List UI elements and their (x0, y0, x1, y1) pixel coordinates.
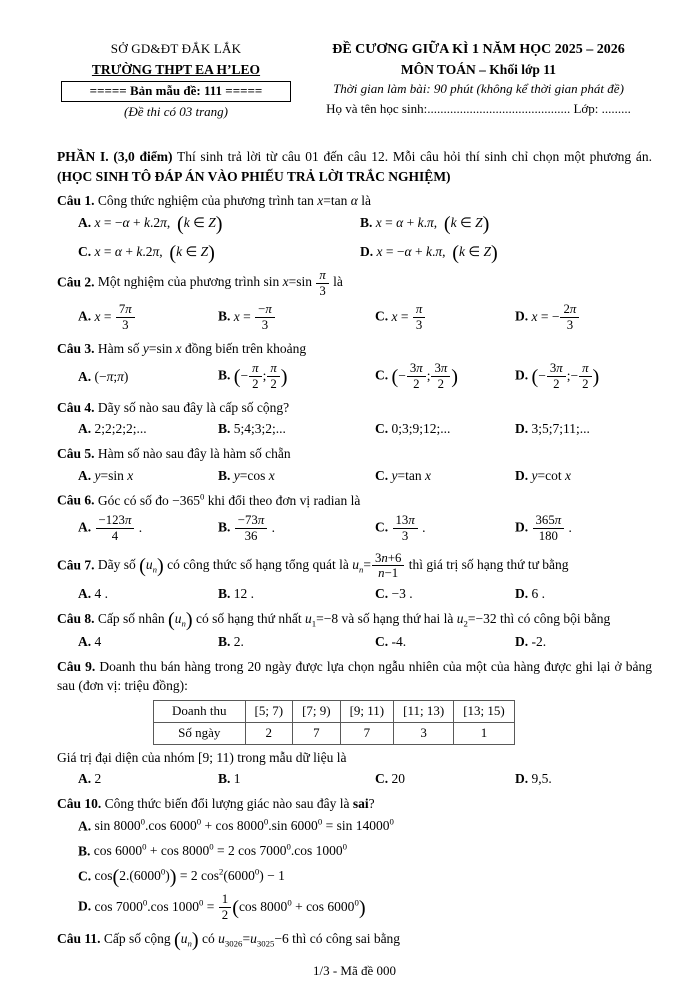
question-3-label: Câu 3. (57, 340, 95, 356)
question-8-text: Cấp số nhân $(u_n)$ có số hạng thứ nhất $u_1=-8$ và số hạng thứ hai là $u_2=-32$ thì có công bội bằng (97, 608, 611, 631)
option-2-b: B. x = $\frac{-\pi}{3}$ (218, 301, 375, 334)
table-row (154, 700, 515, 722)
time-note: Thời gian làm bài: 90 phút (không kể thời gian phát đề) (333, 80, 624, 96)
option-4-a: A. 2;2;2;2;... (78, 421, 147, 437)
question-2 (57, 267, 652, 334)
pages-note: (Đề thi có 03 trang) (124, 104, 228, 120)
question-8-options (78, 632, 652, 652)
question-1 (57, 191, 652, 262)
part1-label: PHẦN I. (3,0 điểm) (57, 149, 173, 165)
option-8-a: A. 4 (78, 634, 102, 650)
header-right-block (295, 40, 652, 119)
question-1-stem (57, 191, 652, 211)
question-10-label: Câu 10. (57, 795, 102, 811)
option-1-b: B. x = α + k.π, (k ∈ Z) (360, 212, 490, 235)
question-5-text: Hàm số nào sau đây là hàm số chẵn (97, 446, 291, 461)
option-7-b: B. 12 . (218, 586, 255, 602)
question-10-stem (57, 794, 652, 814)
table-cell: 1 (454, 722, 515, 744)
option-3-a: A. (−π;π) (78, 368, 129, 384)
table-cell: 3 (394, 722, 454, 744)
question-5-label: Câu 5. (57, 446, 95, 461)
option-9-a: A. 2 (78, 771, 102, 787)
table-cell: Số ngày (154, 722, 246, 744)
question-7-stem (57, 550, 652, 583)
option-10-d: D. cos 7000$^0$.cos $1000^0$ = $\frac{1}{2}$ (cos $8000^0 + \cos 6000^0$) (78, 892, 366, 922)
exam-title: ĐỀ CƯƠNG GIỮA KÌ 1 NĂM HỌC 2025 – 2026 (332, 42, 625, 57)
option-8-b: B. 2. (218, 634, 244, 650)
option-10-b: B. $\cos 6000^0 + \cos 8000^0 = 2$ cos 7000$^0$.cos 1000$^0$ (78, 841, 348, 859)
school-name: TRƯỜNG THPT EA H’LEO (91, 61, 261, 77)
option-6-d: D. $\frac{365\pi}{180}$ . (515, 513, 572, 543)
question-2-options (78, 301, 652, 334)
table-cell: Doanh thu (154, 700, 246, 722)
question-11-label: Câu 11. (57, 930, 101, 946)
option-3-c: C. (− $\frac{3\pi}{2}$ ; $\frac{3\pi}{2}$ ) (375, 361, 459, 392)
option-8-d: D. -2. (515, 634, 547, 650)
option-2-d: D. x = − $\frac{2\pi}{3}$ (515, 301, 652, 334)
table-cell: [11; 13) (394, 700, 454, 722)
question-9-stem (57, 657, 652, 696)
question-10-options (78, 816, 652, 924)
question-5-options (78, 466, 652, 486)
question-7-text: Dãy số $(u_n)$ có công thức số hạng tổng quát là $u_n=$ $\frac{3n+6}{n-1}$ thì giá trị số hạng thứ tư bằng (97, 550, 569, 581)
question-3-options (78, 360, 652, 393)
question-9-options (78, 769, 652, 789)
question-6-stem (57, 490, 652, 510)
question-10-text: Công thức biến đổi lượng giác nào sau đây là sai? (104, 795, 375, 811)
question-6-options (78, 512, 652, 545)
question-8-label: Câu 8. (57, 610, 95, 626)
option-4-d: D. 3;5;7;11;... (515, 421, 590, 437)
option-10-c: C. $\cos(2.(6000^0)) = 2$ $\cos^2(6000^0) - 1$ (78, 865, 285, 888)
question-6-text: Góc có số đo $-365^0$ khi đổi theo đơn vị radian là (97, 491, 361, 508)
question-4 (57, 398, 652, 439)
question-1-text: Công thức nghiệm của phương trình tan x=tan α là (97, 193, 371, 209)
question-2-label: Câu 2. (57, 274, 95, 290)
question-1-options (78, 213, 652, 262)
option-6-b: B. $\frac{-73\pi}{36}$ . (218, 513, 275, 543)
question-11-stem (57, 929, 652, 950)
option-1-a: A. x = −α + k.2π, (k ∈ Z) (78, 212, 223, 235)
question-1-label: Câu 1. (57, 193, 95, 209)
option-6-a: A. $\frac{-123\pi}{4}$ . (78, 513, 143, 543)
part1-instructions: Thí sinh trả lời từ câu 01 đến câu 12. Mỗi câu hỏi thí sinh chỉ chọn một phương án. (176, 149, 652, 165)
option-5-d: D. y=cot x (515, 467, 571, 483)
option-3-b: B. (− $\frac{\pi}{2}$ ; $\frac{\pi}{2}$ ) (218, 361, 288, 392)
question-3-stem (57, 339, 652, 359)
option-8-c: C. -4. (375, 634, 407, 650)
question-8 (57, 609, 652, 652)
question-4-label: Câu 4. (57, 399, 95, 415)
option-7-c: C. −3 . (375, 586, 413, 602)
option-5-b: B. y=cos x (218, 467, 275, 483)
option-10-a: A. sin 8000$^0$.cos $6000^0 + \cos 8000^0.\sin$ $6000^0 = \sin 14000^0$ (78, 816, 394, 834)
option-9-d: D. 9,5. (515, 771, 552, 787)
question-9-text: Doanh thu bán hàng trong 20 ngày được lựa chọn ngẫu nhiên của một của hàng được ghi lại ở bảng sau (đơn vị: triệu đồng): (57, 658, 653, 694)
part1-intro (57, 147, 652, 186)
question-3 (57, 339, 652, 393)
option-5-a: A. y=sin x (78, 467, 134, 483)
table-cell: 2 (245, 722, 293, 744)
question-9-followup: Giá trị đại diện của nhóm [9; 11) trong mẫu dữ liệu là (57, 749, 347, 765)
option-6-c: C. $\frac{13\pi}{3}$ . (375, 513, 426, 543)
revenue-table (153, 700, 515, 745)
question-2-stem (57, 267, 652, 300)
exam-code-box: ===== Bản mẫu đề: 111 ===== (61, 81, 291, 102)
option-4-b: B. 5;4;3;2;... (218, 421, 286, 437)
option-1-c: C. x = α + k.2π, (k ∈ Z) (78, 241, 215, 264)
question-4-text: Dãy số nào sau đây là cấp số cộng? (97, 399, 290, 415)
department-name: SỞ GD&ĐT ĐẮK LẮK (110, 41, 242, 56)
option-9-c: C. 20 (375, 771, 405, 787)
question-7 (57, 550, 652, 604)
option-2-c: C. x = $\frac{\pi}{3}$ (375, 301, 515, 334)
question-8-stem (57, 609, 652, 630)
question-9-label: Câu 9. (57, 658, 96, 674)
table-cell: [5; 7) (245, 700, 293, 722)
option-7-a: A. 4 . (78, 586, 108, 602)
question-2-text: Một nghiệm của phương trình sin x=sin $\frac{\pi}{3}$ là (97, 267, 343, 298)
page-number-footer: 1/3 - Mã đề 000 (312, 963, 397, 979)
table-cell: 7 (293, 722, 341, 744)
table-cell: [9; 11) (340, 700, 394, 722)
option-2-a: A. x = $\frac{7\pi}{3}$ (78, 301, 218, 334)
option-1-d: D. x = −α + k.π, (k ∈ Z) (360, 241, 498, 264)
exam-subject: MÔN TOÁN – Khối lớp 11 (400, 62, 557, 78)
question-11 (57, 929, 652, 950)
question-10 (57, 794, 652, 924)
question-7-label: Câu 7. (57, 557, 95, 573)
option-3-d: D. (− $\frac{3\pi}{2}$ ;− $\frac{\pi}{2}$ ) (515, 361, 600, 392)
question-4-options (78, 419, 652, 439)
part1-note: (HỌC SINH TÔ ĐÁP ÁN VÀO PHIẾU TRẢ LỜI TRẮC NGHIỆM) (57, 168, 451, 184)
question-7-options (78, 584, 652, 604)
question-5-stem (57, 444, 652, 464)
option-4-c: C. 0;3;9;12;... (375, 421, 451, 437)
option-9-b: B. 1 (218, 771, 241, 787)
header-left-block (57, 40, 295, 122)
table-cell: [7; 9) (293, 700, 341, 722)
page-header (57, 40, 652, 122)
question-11-text: Cấp số cộng $(u_n)$ có $u_{3026}=u_{3025}-6$ thì có công sai bằng (103, 928, 401, 951)
question-9 (57, 657, 652, 789)
table-cell: [13; 15) (454, 700, 515, 722)
table-row (154, 722, 515, 744)
option-5-c: C. y=tan x (375, 467, 431, 483)
question-4-stem (57, 398, 652, 418)
question-6 (57, 490, 652, 545)
student-name-line: Họ và tên học sinh:............................................ Lớp: ......... (326, 100, 631, 116)
question-5 (57, 444, 652, 485)
question-6-label: Câu 6. (57, 492, 95, 508)
question-3-text: Hàm số y=sin x đồng biến trên khoảng (97, 340, 307, 356)
option-7-d: D. 6 . (515, 586, 545, 602)
table-cell: 7 (340, 722, 394, 744)
